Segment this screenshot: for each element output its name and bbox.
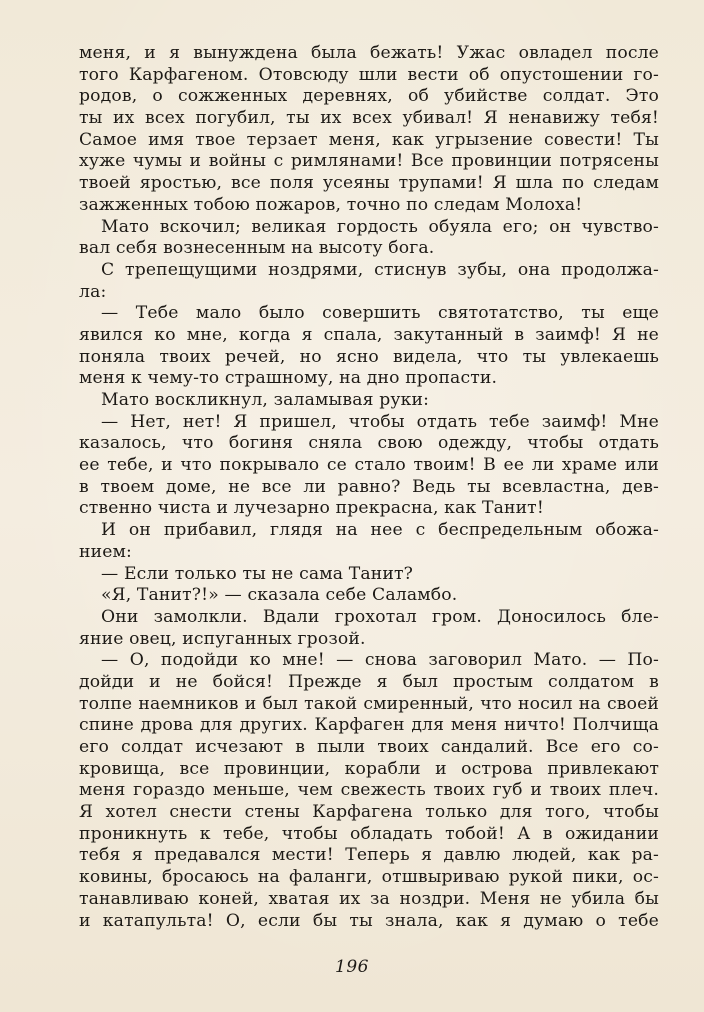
- text-line: меня, и я вынуждена была бежать! Ужас овладел после: [79, 43, 659, 63]
- text-line: — Если только ты не сама Танит?: [101, 563, 414, 584]
- text-line: Мато вскочил; великая гордость обуяла его; он чувство-: [101, 216, 659, 237]
- page-number: 196: [335, 957, 369, 977]
- text-line: того Карфагеном. Отовсюду шли вести об опустошении го-: [79, 64, 659, 85]
- text-line: и катапульта! О, если бы ты знала, как я думаю о тебе: [79, 910, 659, 931]
- text-line: его солдат исчезают в пыли твоих сандалий. Все его со-: [79, 737, 659, 757]
- text-line: ты их всех погубил, ты их всех убивал! Я ненавижу тебя!: [79, 108, 659, 129]
- text-line: нием:: [79, 541, 132, 562]
- text-line: Мато воскликнул, заламывая руки:: [101, 390, 430, 410]
- page-text: [79, 43, 659, 932]
- text-line: «Я, Танит?!» — сказала себе Саламбо.: [101, 585, 458, 606]
- text-line: ковины, бросаюсь на фаланги, отшвыриваю рукой пики, ос-: [79, 867, 659, 888]
- text-line: тебя я предавался мести! Теперь я давлю людей, как ра-: [79, 845, 659, 866]
- text-line: казалось, что богиня сняла свою одежду, чтобы отдать: [79, 433, 659, 454]
- text-line: родов, о сожженных деревнях, об убийстве солдат. Это: [79, 86, 659, 107]
- text-line: ственно чиста и лучезарно прекрасна, как Танит!: [79, 498, 544, 519]
- text-line: дойди и не бойся! Прежде я был простым солдатом в: [79, 671, 659, 692]
- text-line: вал себя вознесенным на высоту бога.: [79, 238, 435, 259]
- text-line: проникнуть к тебе, чтобы обладать тобой! А в ожидании: [79, 823, 659, 844]
- text-line: поняла твоих речей, но ясно видела, что ты увлекаешь: [79, 346, 659, 367]
- text-line: ее тебе, и что покрывало се стало твоим! В ее ли храме или: [79, 455, 659, 476]
- text-line: спине дрова для других. Карфаген для меня ничто! Полчища: [79, 715, 659, 736]
- text-line: меня к чему-то страшному, на дно пропасти.: [79, 368, 498, 389]
- text-line: Они замолкли. Вдали грохотал гром. Доносилось бле-: [101, 606, 659, 627]
- text-line: яние овец, испуганных грозой.: [79, 628, 366, 649]
- text-line: зажженных тобою пожаров, точно по следам Молоха!: [79, 194, 583, 215]
- text-line: — Нет, нет! Я пришел, чтобы отдать тебе заимф! Мне: [101, 411, 659, 432]
- text-line: И он прибавил, глядя на нее с беспредельным обожа-: [101, 520, 659, 541]
- text-line: — О, подойди ко мне! — снова заговорил Мато. — По-: [101, 650, 659, 671]
- text-line: явился ко мне, когда я спала, закутанный в заимф! Я не: [79, 324, 659, 345]
- text-line: Я хотел снести стены Карфагена только для того, чтобы: [79, 802, 659, 823]
- text-line: в твоем доме, не все ли равно? Ведь ты всевластна, дев-: [79, 476, 659, 497]
- text-line: Самое имя твое терзает меня, как угрызение совести! Ты: [79, 129, 659, 150]
- text-line: С трепещущими ноздрями, стиснув зубы, она продолжа-: [101, 259, 659, 280]
- text-line: твоей яростью, все поля усеяны трупами! Я шла по следам: [79, 173, 659, 194]
- text-line: танавливаю коней, хватая их за ноздри. Меня не убила бы: [79, 888, 659, 909]
- text-line: — Тебе мало было совершить святотатство, ты еще: [101, 303, 659, 324]
- text-line: ла:: [79, 281, 107, 302]
- text-line: меня гораздо меньше, чем свежесть твоих губ и твоих плеч.: [79, 780, 659, 801]
- text-line: толпе наемников и был такой смиренный, что носил на своей: [79, 693, 659, 714]
- text-line: кровища, все провинции, корабли и острова привлекают: [79, 758, 659, 779]
- text-line: хуже чумы и войны с римлянами! Все провинции потрясены: [79, 151, 659, 172]
